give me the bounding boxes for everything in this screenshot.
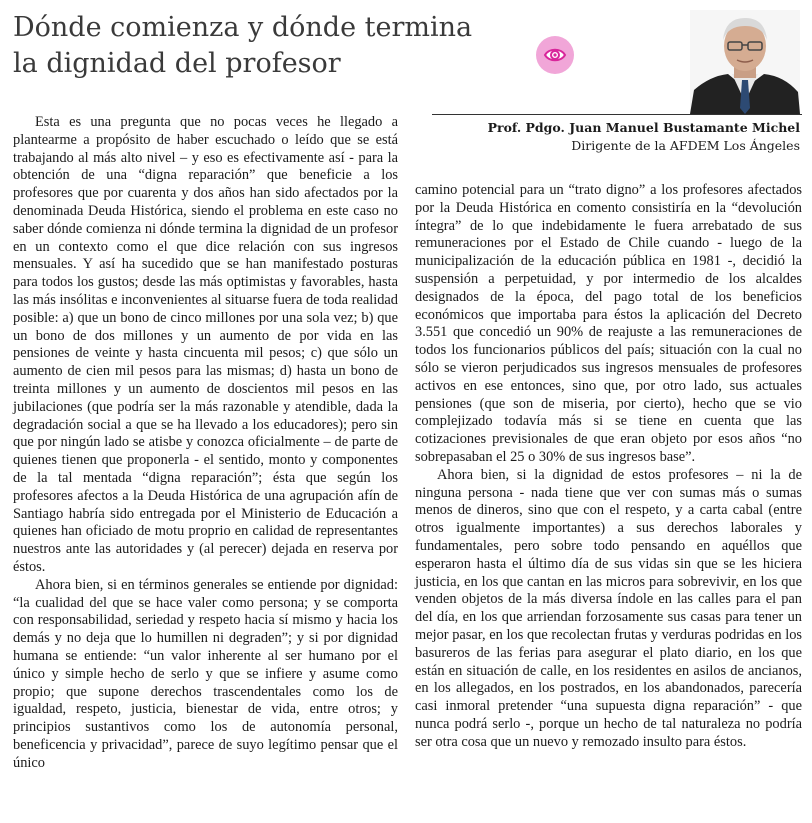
author-divider [432,114,802,115]
article-paragraph: Ahora bien, si la dignidad de estos profesores – ni la de ninguna persona - nada tiene que ver con sumas más o sumas menos de dineros, sino que con el respeto, y a carta cabal (entre otros igualmente importantes) a sus derechos laborales y fundamentales, pero sobre todo pensando en aquéllos que esperaron hasta el último día de sus vidas sin que se les hiciera justicia, en los que cantan en las micros para sobrevivir, en los que venden objetos de la más diversa índole en las calles para el pan del día, en los que arriendan forzosamente sus casas para tener un mejor pasar, en los que recolectan frutas y verduras podridas en los basureros de las ferias para asegurar el plato diario, en los que están en situación de calle, en los residentes en asilos de ancianos, en los allegados, en los postrados, en los abandonados, parecería casi inmoral pretender “una supuesta digna reparación” - que nunca podrá serlo -, porque un hecho de tal naturaleza no podría ser otra cosa que un nuevo y remozado insulto para éstos. [415,466,802,750]
author-byline [488,119,800,155]
eye-icon [543,43,567,67]
author-photo [690,10,800,114]
headline-line-2: la dignidad del profesor [13,48,341,79]
article-paragraph: Ahora bien, si en términos generales se entiende por dignidad: “la cualidad del que se hace valer como persona; y se comporta con responsabilidad, seriedad y respeto hacia sí mismo y hacia los demás y no deja que lo humillen ni degraden”; y si por dignidad humana se entiende: “un valor inherente al ser humano por el único y simple hecho de serlo y que se infiere y asume como propio; que supone derechos trascendentales como los de igualdad, respeto, justicia, bienestar de vida, entre otros; y principios sustantivos como los de autonomía personal, beneficencia y privacidad”, parece de suyo legítimo pensar que el único [13,576,398,771]
headline [13,10,523,82]
article-paragraph: camino potencial para un “trato digno” a los profesores afectados por la Deuda Histórica en comento consistiría en la “devolución íntegra” de lo que indebidamente le fuera arrebatado de sus remuneraciones por el Estado de Chile cuando - luego de la municipalización de la educación pública en 1981 -, decidió la suspensión a perpetuidad, y por intermedio de los alcaldes designados de la época, del pago total de los beneficios económicos que importaba para éstos la aplicación del Decreto 3.551 que concedió un 90% de reajuste a las remuneraciones de todos los funcionarios públicos del país; situación con la cual no sólo se vieron perjudicados sus ingresos mensuales de profesores activos en ese entonces, sino que, por otro lado, sus actuales pensiones (que son de miseria, por cierto), hecho que se vio complejizado todavía más si se tiene en cuenta que las cotizaciones previsionales de que eran objeto por esos años “no sobrepasaban el 25 o 30% de sus ingresos base”. [415,182,802,465]
author-portrait [690,10,800,114]
author-role: Dirigente de la AFDEM Los Ángeles [571,138,800,153]
article-column-right [415,182,802,752]
eye-badge[interactable] [536,36,574,74]
article-paragraph: Esta es una pregunta que no pocas veces he llegado a plantearme a propósito de haber escuchado o leído que se está trabajando al más alto nivel – y eso es efectivamente así - para la obtención de una “digna reparación” que beneficie a los profesores que por cuarenta y dos años han sido afectados por la denominada Deuda Histórica, siendo el problema en este caso no saber dónde comienza ni dónde termina la dignidad de un profesor en un contexto como el que dice relación con sus ingresos mensuales. Y así ha sucedido que se han manifestado posturas para todos los gustos; desde las más optimistas y favorables, hasta las más insólitas e inconvenientes al situarse fuera de toda realidad posible: a) que un bono de cinco millones por una sola vez; b) que un bono de dos millones y un aumento de por vida en las pensiones de veinte y hasta cincuenta mil pesos; c) que sólo un aumento de cien mil pesos para las mismas; d) hasta un bono de treinta millones y un aumento de doscientos mil pesos en las jubilaciones (que podría ser la más razonable y atendible, dada la degradación social a que se ha llevado a los educadores); pero sin que por ningún lado se atisbe y conozca oficialmente – de parte de quienes tienen que proponerla - el sentido, monto y componentes de la tal mentada “digna reparación”; ésta que según los profesores afectos a la Deuda Histórica de una agrupación afín de Santiago habría sido entregada por el Ministerio de Educación a quienes han oficiado de motu proprio en calidad de representantes nuestros ante las autoridades y (al perecer) dejada en reserva por éstos. [13,114,398,575]
headline-line-1: Dónde comienza y dónde termina [13,12,473,43]
author-name: Prof. Pdgo. Juan Manuel Bustamante Michel [487,120,800,135]
article-column-left [13,114,398,772]
